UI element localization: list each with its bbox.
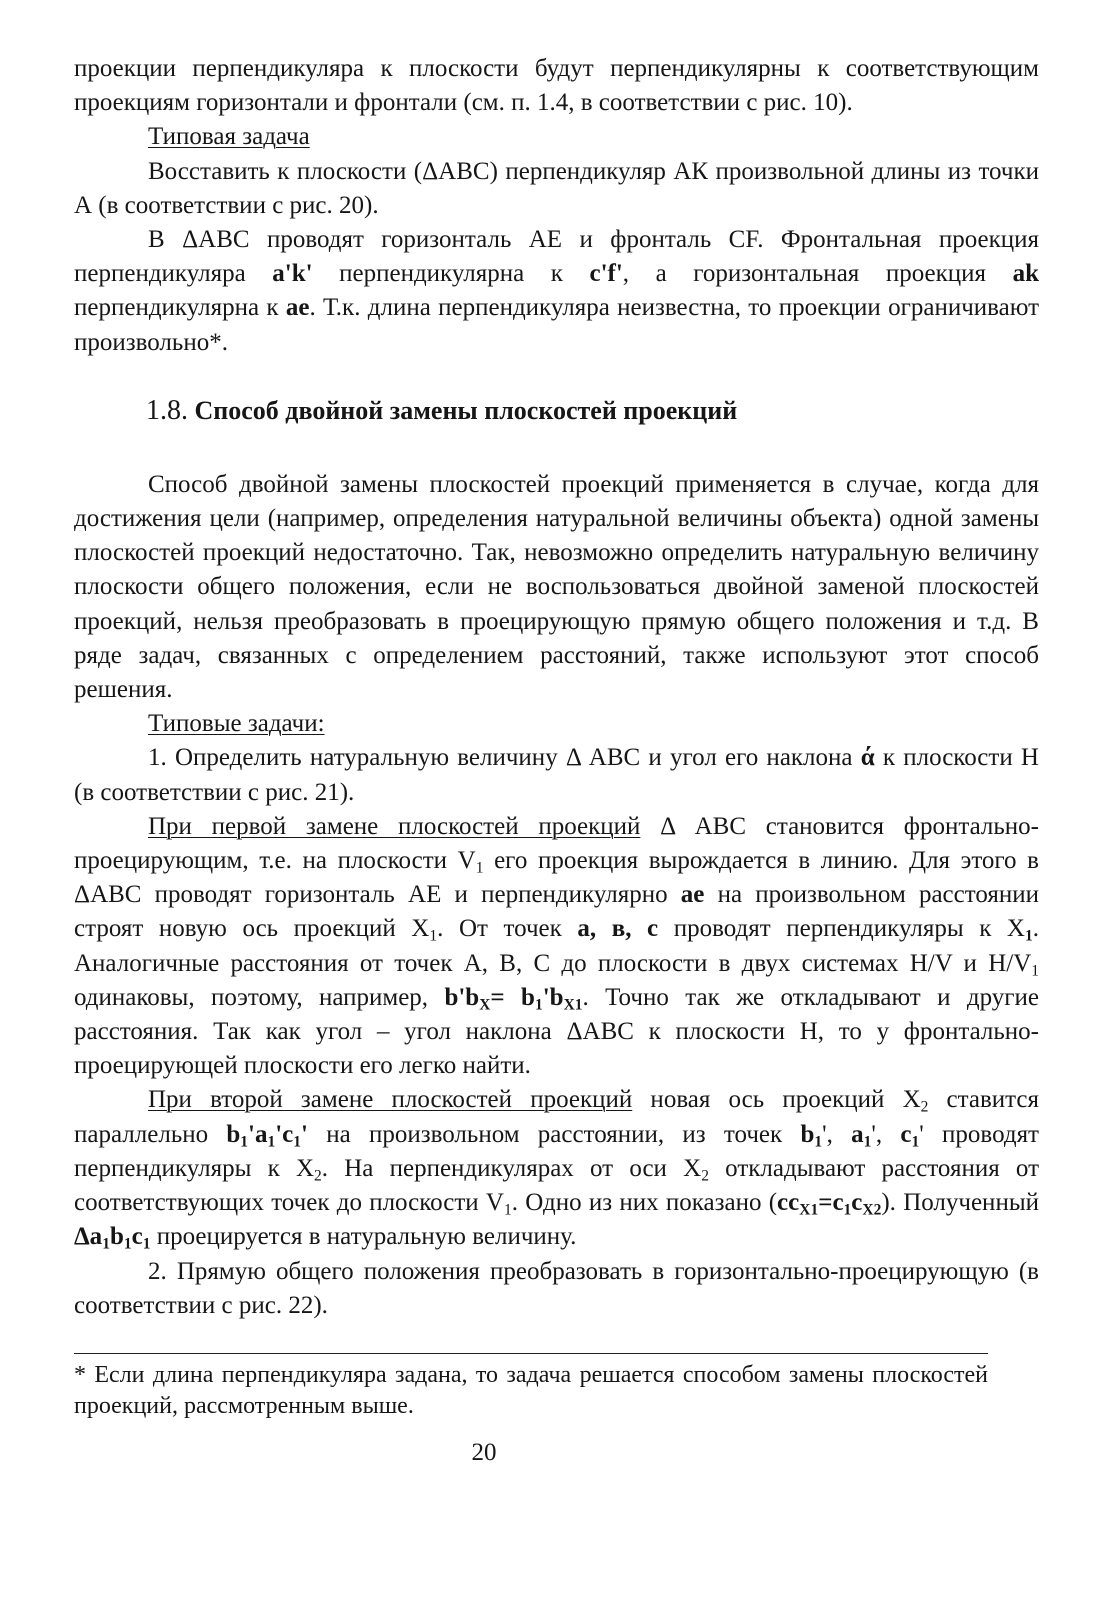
footnote: * Если длина перпендикуляра задана, то задача решается способом замены плоскостей проекций, рассмотренным выше.: [74, 1361, 988, 1419]
equation-ccx: $cc_{X1}=c_1c_{X2}$: [777, 1189, 882, 1219]
projection-ak: ak: [1012, 260, 1039, 288]
first-change-label: При первой замене плоскостей проекций: [148, 812, 641, 840]
task-2: 2. Прямую общего положения преобразовать в горизонтально-проецирующую (в соответствии с рис. 22).: [74, 1257, 1039, 1319]
angle-alpha: ά: [860, 744, 875, 772]
second-change-label: При второй замене плоскостей проекций: [148, 1086, 633, 1114]
triangle-a1b1c1: $\Delta a_1b_1c_1$: [74, 1223, 151, 1253]
projection-c-f: c'f': [589, 260, 623, 288]
typical-task-label: Типовая задача: [148, 123, 310, 151]
second-change-paragraph: При второй замене плоскостей проекций новая ось проекций $X_2$ ставится параллельно $b_1'a_1'c_1'$ на произвольном расстоянии, из точек $b_1'$, $a_1'$, $c_1'$ проводят перпендикуляры к $X_2$. На перпендикулярах от оси $X_2$ откладывают расстояния от соответствующих точек до плоскости $V_1$. Одно из них показано $(cc_{X1}=c_1c_{X2})$. Полученный $\Delta a_1b_1c_1$ проецируется в натуральную величину.: [74, 1086, 1040, 1253]
section-intro: Способ двойной замены плоскостей проекций применяется в случае, когда для достижения цели (например, определения натуральной величины объекта) одной замены плоскостей проекций недостаточно. Так, невозможно определить натуральную величину плоскости общего положения, если не воспользоваться двойной заменой плоскостей проекций, нельзя преобразовать в проецирующую прямую общего положения и т.д. В ряде задач, связанных с определением расстояний, также используют этот способ решения.: [74, 470, 1039, 704]
section-title: Способ двойной замены плоскостей проекций: [194, 395, 738, 425]
footnote-divider: [74, 1353, 988, 1354]
projection-ae: ae: [285, 294, 310, 322]
typical-task-heading: [74, 120, 1039, 154]
task-1: 1. Определить натуральную величину Δ АВС и угол его наклона ά к плоскости Н (в соответствии с рис. 21).: [74, 744, 1039, 806]
section-heading: [74, 394, 1039, 428]
page-number: 20: [471, 1438, 497, 1466]
paragraph-horizontal-frontal: В ΔАВС проводят горизонталь АЕ и фронталь CF. Фронтальная проекция перпендикуляра a'k' перпендикулярна к c'f', а горизонтальная проекция ak перпендикулярна к ae. Т.к. длина перпендикуляра неизвестна, то проекции ограничивают произвольно*.: [74, 226, 1040, 356]
document-page: [74, 52, 1039, 1470]
typical-tasks-label: Типовые задачи:: [148, 710, 325, 738]
first-change-paragraph: При первой замене плоскостей проекций Δ АВС становится фронтально-проецирующим, т.е. на плоскости $V_1$ его проекция вырождается в линию. Для этого в ΔАВС проводят горизонталь АЕ и перпендикулярно ae на произвольном расстоянии строят новую ось проекций $X_1$. От точек а, в, с проводят перпендикуляры к $X_1$. Аналогичные расстояния от точек А, В, С до плоскости в двух системах H/V и $H/V_1$ одинаковы, поэтому, например, $b'b_X= b_1'b_{X1}$. Точно так же откладывают и другие расстояния. Так как угол – угол наклона ΔАВС к плоскости Н, то у фронтально-проецирующей плоскости его легко найти.: [74, 812, 1039, 1080]
equation-bbx: $b'b_X= b_1'b_{X1}$: [444, 983, 583, 1014]
typical-tasks-heading: [74, 707, 1039, 741]
projection-a-k: a'k': [272, 260, 313, 288]
section-number: 1.8.: [146, 394, 188, 426]
paragraph-continuation: проекции перпендикуляра к плоскости будут перпендикулярны к соответствующим проекциям горизонтали и фронтали (см. п. 1.4, в соответствии с рис. 10).: [74, 55, 1039, 117]
typical-task-text: Восставить к плоскости (ΔАВС) перпендикуляр АК произвольной длины из точки А (в соответствии с рис. 20).: [74, 157, 1039, 219]
projection-b1a1c1: $b_1'a_1'c_1'$: [226, 1120, 308, 1151]
